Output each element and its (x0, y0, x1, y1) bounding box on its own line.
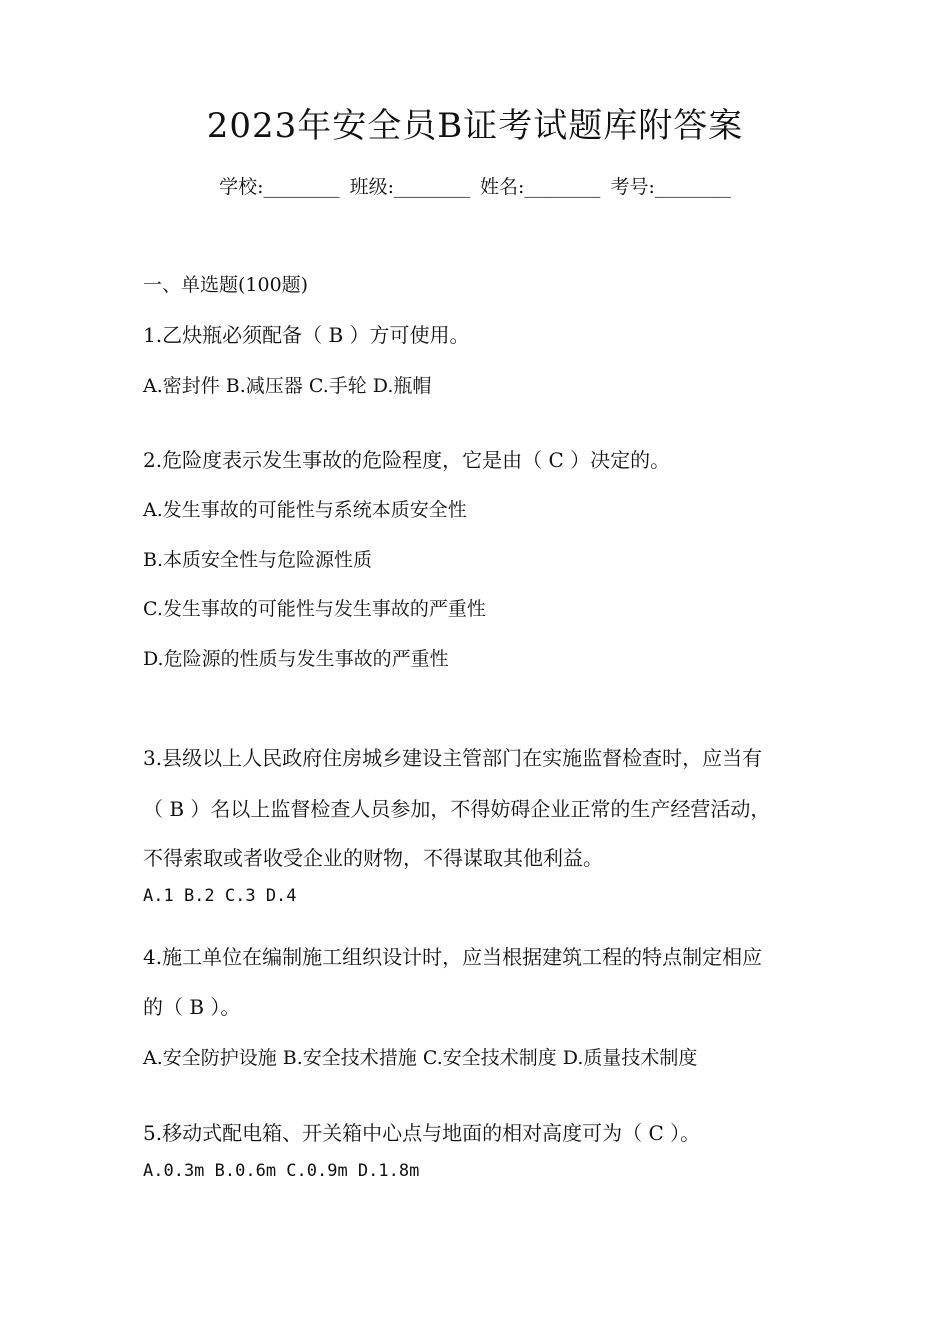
info-blank: ________ (393, 176, 470, 198)
info-blank: ________ (263, 176, 340, 198)
question-4-text-line-1: 4.施工单位在编制施工组织设计时，应当根据建筑工程的特点制定相应 (143, 945, 763, 969)
question-5-options: A.0.3m B.0.6m C.0.9m D.1.8m (143, 1161, 420, 1181)
question-5-text: 5.移动式配电箱、开关箱中心点与地面的相对高度可为（ C ）。 (143, 1121, 701, 1145)
student-info-row (0, 172, 950, 202)
question-4-options: A.安全防护设施 B.安全技术措施 C.安全技术制度 D.质量技术制度 (143, 1047, 698, 1069)
question-2-option-c: C.发生事故的可能性与发生事故的严重性 (143, 598, 486, 620)
info-blank: ________ (524, 176, 601, 198)
info-label: 考号: (610, 176, 655, 198)
info-label: 学校: (219, 176, 264, 198)
question-3-text-line-3: 不得索取或者收受企业的财物，不得谋取其他利益。 (143, 846, 603, 870)
question-2-text: 2.危险度表示发生事故的危险程度，它是由（ C ）决定的。 (143, 448, 671, 472)
question-2-option-d: D.危险源的性质与发生事故的严重性 (143, 648, 449, 670)
info-field-school (219, 176, 339, 198)
question-2-option-a: A.发生事故的可能性与系统本质安全性 (143, 499, 467, 521)
question-1-options: A.密封件 B.减压器 C.手轮 D.瓶帽 (143, 375, 432, 397)
question-4-text-line-2: 的（ B ）。 (143, 995, 241, 1019)
info-field-exam-number (610, 176, 730, 198)
question-1-text: 1.乙炔瓶必须配备（ B ）方可使用。 (143, 323, 470, 347)
question-3-text-line-2: （ B ）名以上监督检查人员参加，不得妨碍企业正常的生产经营活动， (143, 797, 771, 821)
info-label: 姓名: (480, 176, 525, 198)
section-heading: 一、单选题(100题) (143, 274, 309, 296)
info-label: 班级: (349, 176, 394, 198)
question-3-text-line-1: 3.县级以上人民政府住房城乡建设主管部门在实施监督检查时，应当有 (143, 746, 763, 770)
info-blank: ________ (654, 176, 731, 198)
question-3-options: A.1 B.2 C.3 D.4 (143, 886, 297, 906)
info-field-class (350, 176, 470, 198)
document-title: 2023年安全员B证考试题库附答案 (206, 106, 744, 146)
info-field-name (480, 176, 600, 198)
question-2-option-b: B.本质安全性与危险源性质 (143, 549, 373, 571)
